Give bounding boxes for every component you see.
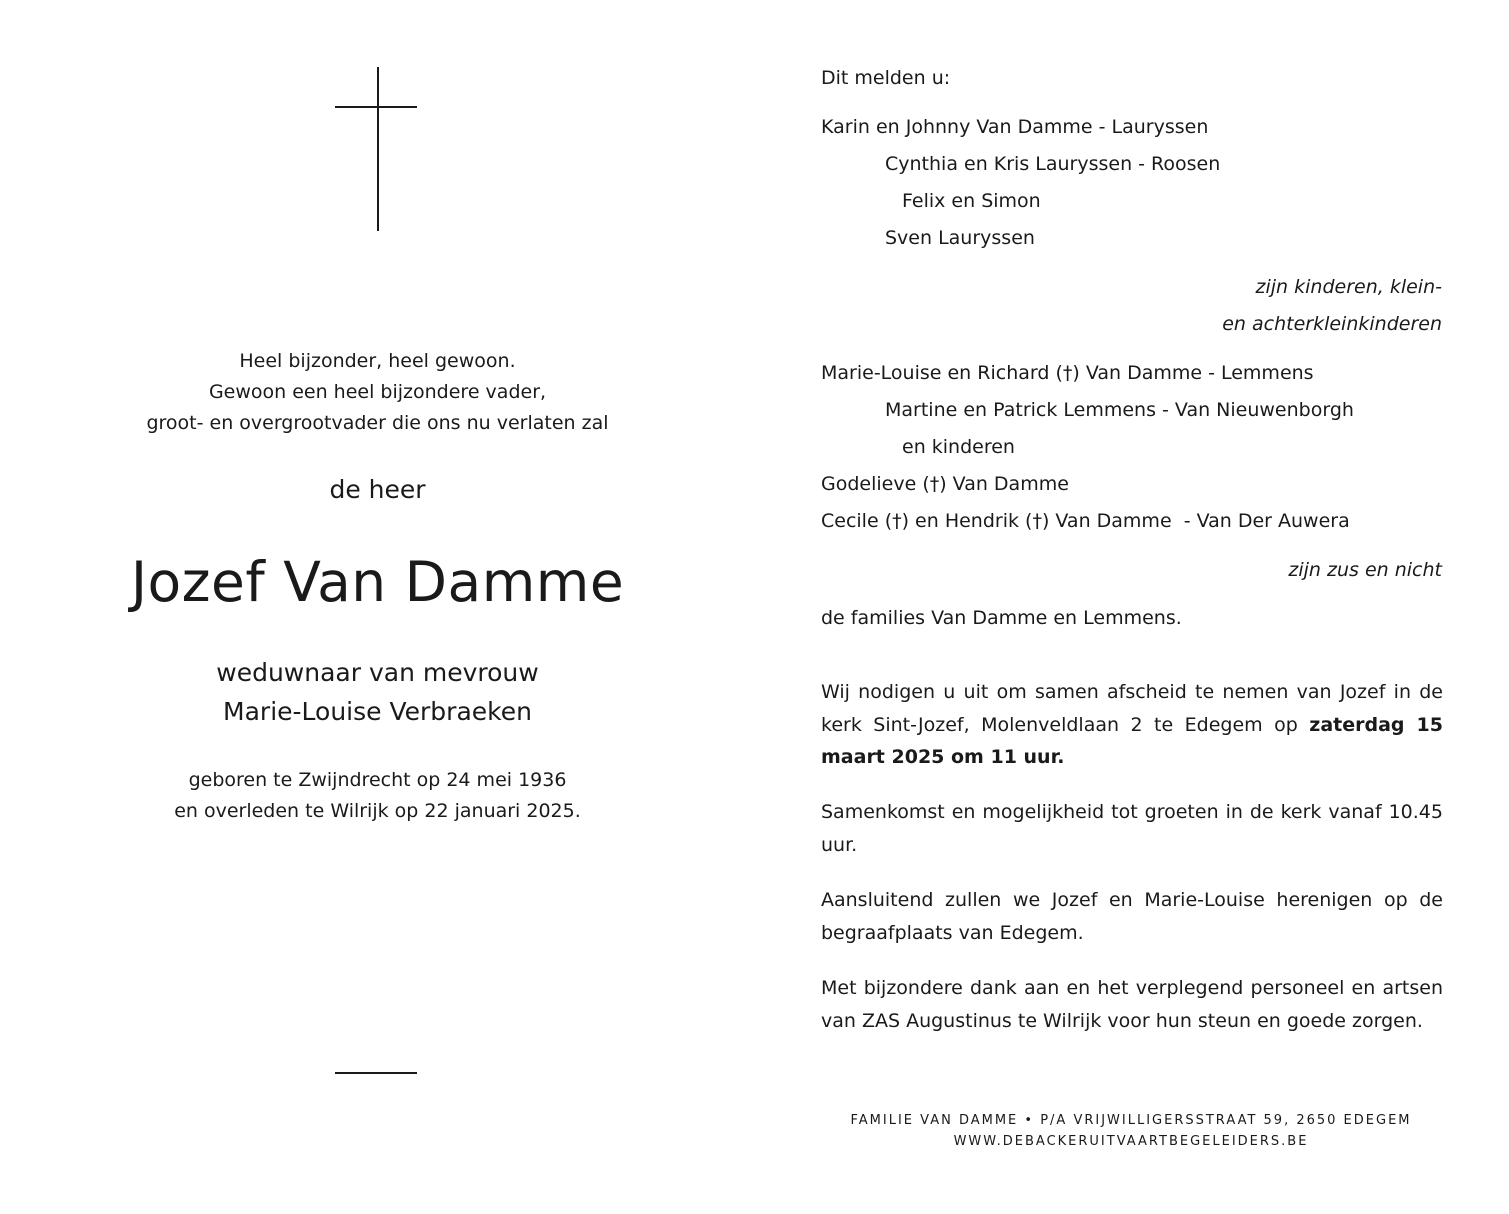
family-member: Cecile (†) en Hendrik (†) Van Damme - Van Der Auwera xyxy=(821,510,1350,532)
gathering-paragraph: Samenkomst en mogelijkheid tot groeten in de kerk vanaf 10.45 uur. xyxy=(821,801,1443,856)
intro-text xyxy=(75,346,680,439)
family-member: en kinderen xyxy=(902,436,1015,458)
intro-line: Gewoon een heel bijzondere vader, xyxy=(208,381,547,403)
honorific: de heer xyxy=(329,475,426,504)
invitation-paragraph xyxy=(821,676,1443,774)
family-member: Godelieve (†) Van Damme xyxy=(821,473,1069,495)
footer-address: FAMILIE VAN DAMME • P/A VRIJWILLIGERSSTRAAT 59, 2650 EDEGEM xyxy=(850,1113,1412,1128)
footer-website[interactable]: WWW.DEBACKERUITVAARTBEGELEIDERS.BE xyxy=(953,1134,1309,1149)
thanks-paragraph: Met bijzondere dank aan en het verplegend personeel en artsen van ZAS Augustinus te Wilrijk voor hun steun en goede zorgen. xyxy=(821,977,1443,1032)
death-line: en overleden te Wilrijk op 22 januari 2025. xyxy=(174,800,581,822)
families-line: de families Van Damme en Lemmens. xyxy=(821,607,1182,629)
intro-line: Heel bijzonder, heel gewoon. xyxy=(239,350,516,372)
invitation-text: Wij nodigen u uit om samen afscheid te nemen van Jozef in de kerk Sint-Jozef, Molenveldlaan 2 te Edegem op xyxy=(821,681,1443,736)
relation-label: zijn kinderen, klein- xyxy=(1255,276,1442,298)
birth-line: geboren te Zwijndrecht op 24 mei 1936 xyxy=(188,769,567,791)
cross-icon xyxy=(377,67,379,231)
divider xyxy=(335,1072,417,1074)
family-member: Sven Lauryssen xyxy=(885,227,1035,249)
deceased-name: Jozef Van Damme xyxy=(130,550,625,614)
relation-label: zijn zus en nicht xyxy=(1288,559,1442,581)
family-member: Marie-Louise en Richard (†) Van Damme - Lemmens xyxy=(821,362,1314,384)
intro-line: groot- en overgrootvader die ons nu verlaten zal xyxy=(146,412,609,434)
relation-label: en achterkleinkinderen xyxy=(1222,313,1442,335)
life-dates xyxy=(75,765,680,827)
family-member: Martine en Patrick Lemmens - Van Nieuwenborgh xyxy=(885,399,1354,421)
family-member: Felix en Simon xyxy=(902,190,1041,212)
widow-line: weduwnaar van mevrouw xyxy=(216,658,539,687)
widow-text xyxy=(75,653,680,731)
family-member: Cynthia en Kris Lauryssen - Roosen xyxy=(885,153,1221,175)
burial-paragraph: Aansluitend zullen we Jozef en Marie-Louise herenigen op de begraafplaats van Edegem. xyxy=(821,889,1443,944)
spouse-name: Marie-Louise Verbraeken xyxy=(223,697,532,726)
family-member: Karin en Johnny Van Damme - Lauryssen xyxy=(821,116,1209,138)
announcement-heading: Dit melden u: xyxy=(821,67,951,89)
cross-icon-arm xyxy=(335,106,417,108)
ceremony-datetime: zaterdag 15 maart 2025 om 11 uur. xyxy=(821,713,1444,768)
